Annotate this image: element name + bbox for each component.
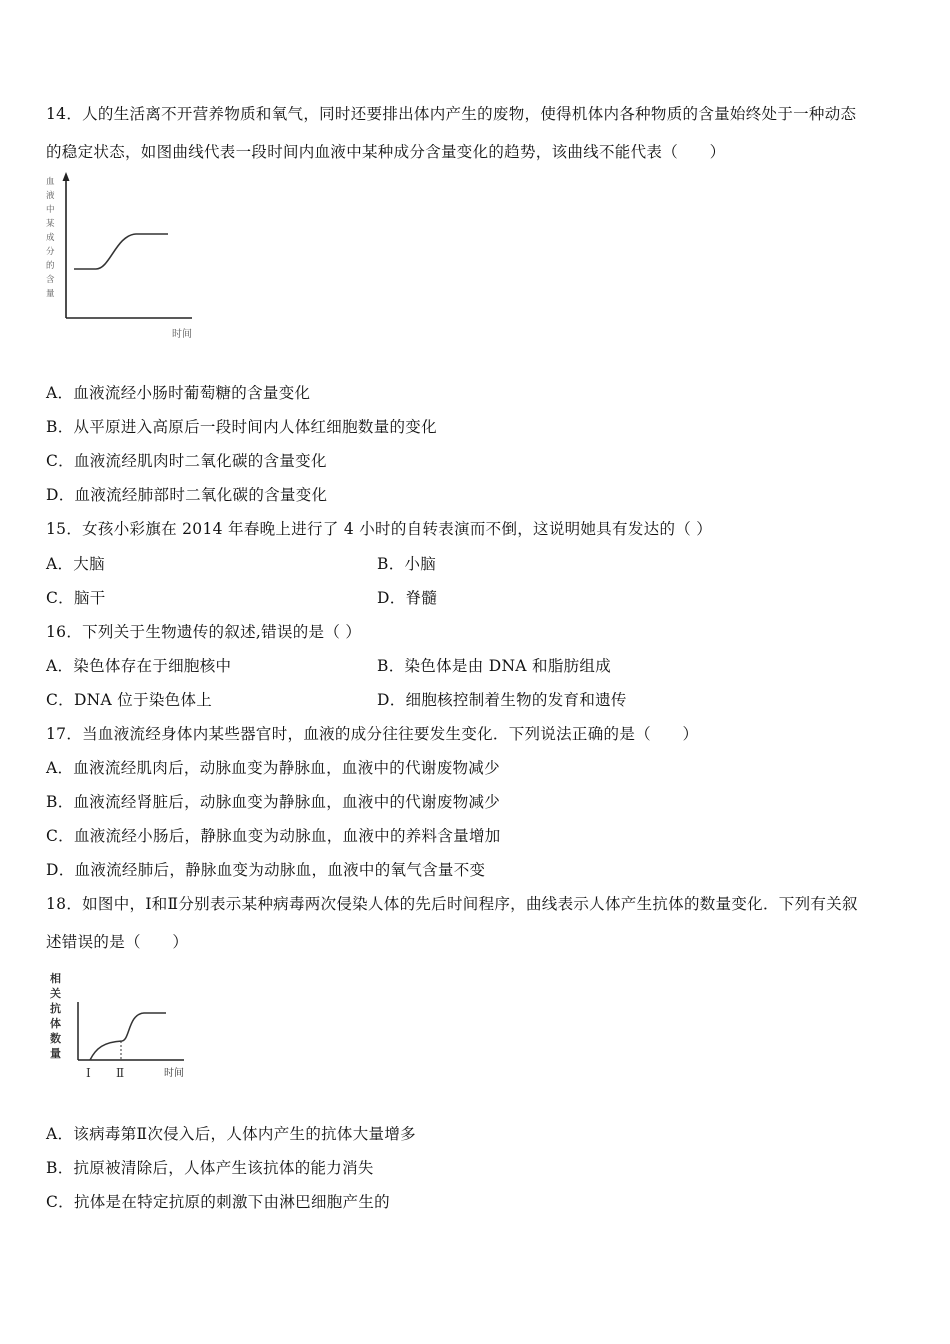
q18-tick-1: Ⅰ bbox=[86, 1066, 91, 1080]
q16-option-c: C．DNA 位于染色体上 bbox=[46, 691, 213, 709]
q18-option-a: A．该病毒第Ⅱ次侵入后，人体内产生的抗体大量增多 bbox=[46, 1125, 416, 1143]
q18-y-label bbox=[50, 971, 61, 1060]
q18-stem-line2: 述错误的是（ ） bbox=[46, 933, 189, 951]
q17-option-d: D．血液流经肺后，静脉血变为动脉血，血液中的氧气含量不变 bbox=[46, 861, 486, 879]
q16-option-d: D．细胞核控制着生物的发育和遗传 bbox=[377, 691, 627, 709]
q14-option-d: D．血液流经肺部时二氧化碳的含量变化 bbox=[46, 486, 328, 504]
q18-y-char: 抗 bbox=[50, 1002, 61, 1015]
q18-curve bbox=[90, 1013, 166, 1060]
q16-option-a: A．染色体存在于细胞核中 bbox=[46, 657, 232, 675]
q15-option-b: B．小脑 bbox=[377, 555, 437, 573]
q15-stem: 15．女孩小彩旗在 2014 年春晚上进行了 4 小时的自转表演而不倒，这说明她具有发达的（ ） bbox=[46, 520, 713, 538]
q18-x-label: 时间 bbox=[164, 1068, 184, 1079]
q14-figure bbox=[44, 170, 214, 345]
q14-y-char: 的 bbox=[46, 261, 55, 271]
q14-y-char: 成 bbox=[46, 233, 55, 243]
q18-figure bbox=[44, 962, 204, 1087]
q14-y-char: 中 bbox=[46, 205, 55, 215]
q14-y-char: 分 bbox=[46, 247, 55, 257]
q17-option-a: A．血液流经肌肉后，动脉血变为静脉血，血液中的代谢废物减少 bbox=[46, 759, 500, 777]
q14-x-label: 时间 bbox=[172, 329, 192, 340]
q15-option-c: C．脑干 bbox=[46, 589, 106, 607]
q14-y-char: 量 bbox=[46, 289, 55, 299]
q18-y-char: 量 bbox=[50, 1047, 61, 1060]
q18-option-b: B．抗原被清除后，人体产生该抗体的能力消失 bbox=[46, 1159, 374, 1177]
q14-y-char: 某 bbox=[46, 219, 55, 229]
q17-option-c: C．血液流经小肠后，静脉血变为动脉血，血液中的养料含量增加 bbox=[46, 827, 501, 845]
q18-stem-line1: 18．如图中，Ⅰ和Ⅱ分别表示某种病毒两次侵染人体的先后时间程序，曲线表示人体产生抗体的数量变化．下列有关叙 bbox=[46, 895, 858, 913]
q14-y-char: 含 bbox=[46, 275, 55, 285]
q14-y-char: 血 bbox=[46, 177, 55, 187]
q14-option-a: A．血液流经小肠时葡萄糖的含量变化 bbox=[46, 384, 311, 402]
q14-stem-line1: 14．人的生活离不开营养物质和氧气，同时还要排出体内产生的废物，使得机体内各种物质的含量始终处于一种动态 bbox=[46, 105, 857, 123]
q18-y-char: 相 bbox=[50, 972, 61, 985]
q14-y-label bbox=[46, 176, 55, 299]
q14-y-arrow bbox=[63, 172, 70, 181]
q18-y-char: 体 bbox=[50, 1017, 61, 1030]
q15-option-d: D．脊髓 bbox=[377, 589, 438, 607]
q14-y-char: 液 bbox=[46, 191, 55, 201]
q15-option-a: A．大脑 bbox=[46, 555, 105, 573]
q14-option-c: C．血液流经肌肉时二氧化碳的含量变化 bbox=[46, 452, 327, 470]
q18-y-char: 关 bbox=[50, 987, 61, 1000]
q14-curve bbox=[74, 234, 168, 269]
q14-option-b: B．从平原进入高原后一段时间内人体红细胞数量的变化 bbox=[46, 418, 437, 436]
q16-stem: 16．下列关于生物遗传的叙述,错误的是（ ） bbox=[46, 623, 362, 641]
q16-option-b: B．染色体是由 DNA 和脂肪组成 bbox=[377, 657, 612, 675]
q18-option-c: C．抗体是在特定抗原的刺激下由淋巴细胞产生的 bbox=[46, 1193, 390, 1211]
q17-option-b: B．血液流经肾脏后，动脉血变为静脉血，血液中的代谢废物减少 bbox=[46, 793, 501, 811]
q18-tick-2: Ⅱ bbox=[116, 1066, 125, 1080]
q18-y-char: 数 bbox=[50, 1032, 61, 1045]
q17-stem: 17．当血液流经身体内某些器官时，血液的成分往往要发生变化．下列说法正确的是（ ） bbox=[46, 725, 699, 743]
q14-stem-line2: 的稳定状态，如图曲线代表一段时间内血液中某种成分含量变化的趋势，该曲线不能代表（ ） bbox=[46, 143, 726, 161]
